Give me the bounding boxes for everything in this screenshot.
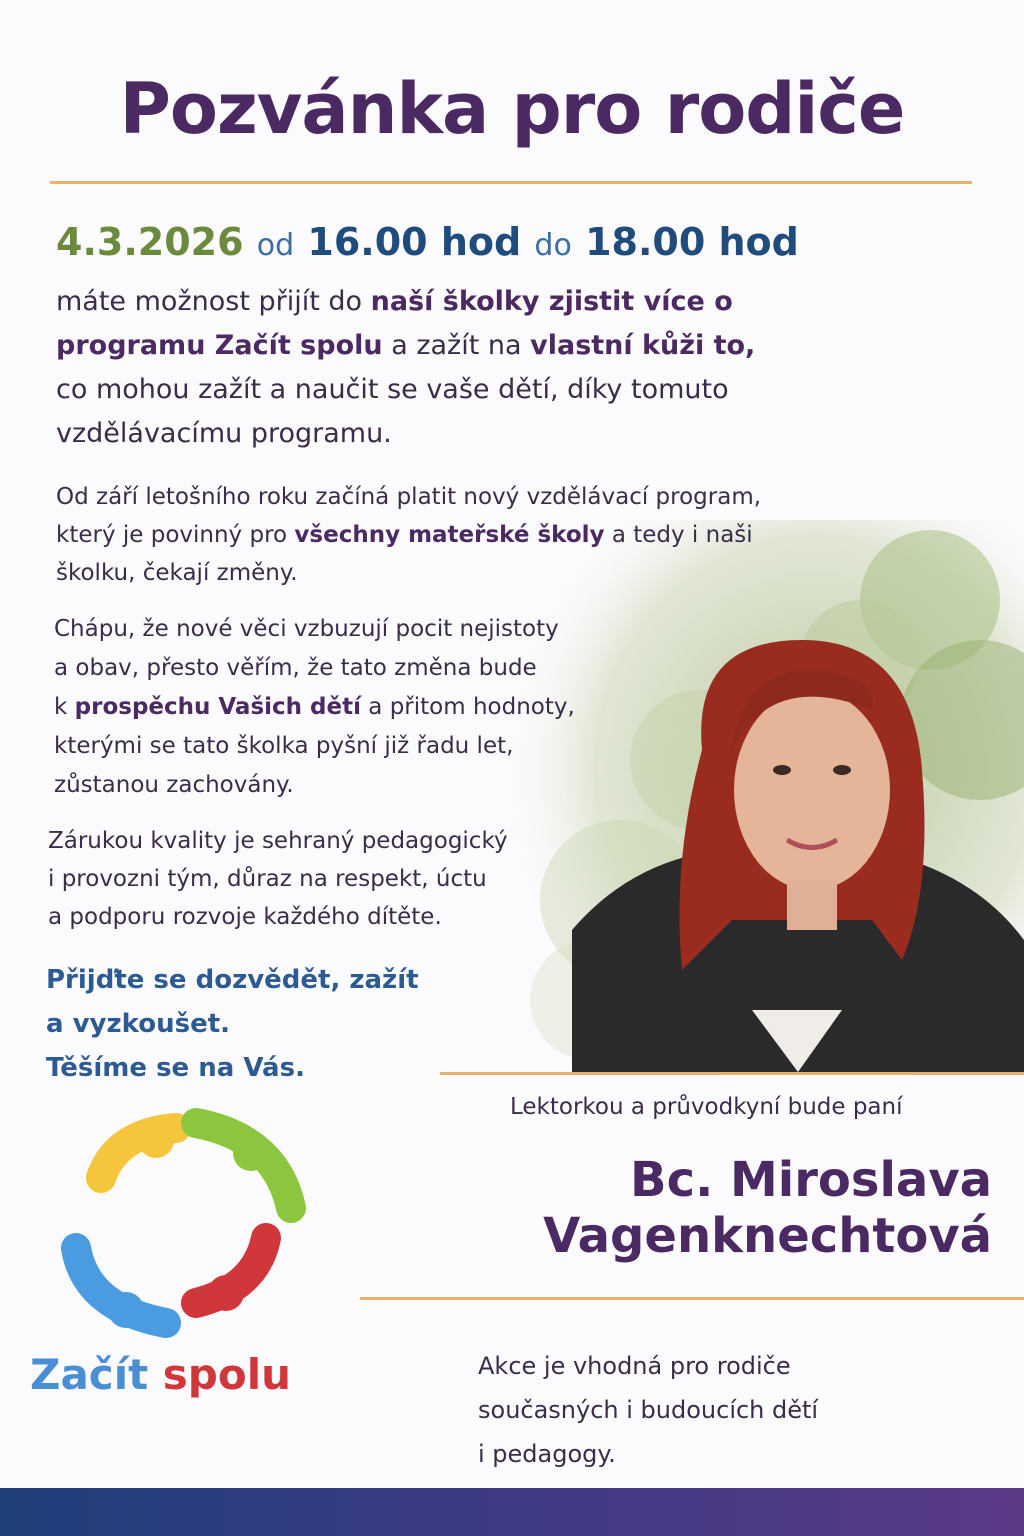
note-line: i pedagogy. — [478, 1440, 616, 1468]
intro-text: máte možnost přijít do — [56, 286, 371, 317]
paragraph-text: a podporu rozvoje každého dítěte. — [48, 904, 442, 930]
paragraph-program — [56, 478, 761, 592]
cta-line: a vyzkoušet. — [46, 1009, 231, 1039]
paragraph-highlight: prospěchu Vašich dětí — [74, 694, 361, 720]
intro-text: co mohou zažít a naučit se vaše dětí, díky tomuto — [56, 374, 729, 405]
paragraph-text: a přitom hodnoty, — [360, 694, 575, 720]
paragraph-quality — [48, 822, 508, 936]
note-line: Akce je vhodná pro rodiče — [478, 1352, 791, 1380]
paragraph-text: Od září letošního roku začíná platit nový vzdělávací program, — [56, 484, 762, 510]
cta-line: Těšíme se na Vás. — [46, 1053, 305, 1083]
lecturer-divider — [440, 1072, 1024, 1075]
to-word: do — [534, 228, 572, 263]
paragraph-text: zůstanou zachovány. — [54, 772, 294, 798]
note-divider — [360, 1297, 1024, 1300]
paragraph-text: kterými se tato školka pyšní již řadu let, — [54, 733, 514, 759]
call-to-action — [46, 958, 419, 1090]
paragraph-text: i provozni tým, důraz na respekt, úctu — [48, 866, 487, 892]
zacit-spolu-logo-icon — [56, 1098, 316, 1348]
intro-highlight: naší školky zjistit více o — [370, 286, 733, 317]
note-line: současných i budoucích dětí — [478, 1396, 819, 1424]
intro-text: a zažít na — [382, 330, 531, 361]
lecturer-intro: Lektorkou a průvodkyní bude paní — [510, 1094, 903, 1120]
paragraph-text: který je povinný pro — [56, 522, 295, 548]
paragraph-text: k — [54, 694, 75, 720]
paragraph-highlight: všechny mateřské školy — [294, 522, 605, 548]
title-divider — [50, 181, 972, 184]
lecturer-name-line: Bc. Miroslava — [630, 1152, 992, 1208]
page-title: Pozvánka pro rodiče — [119, 68, 905, 150]
paragraph-text: Chápu, že nové věci vzbuzují pocit nejistoty — [54, 616, 559, 642]
cta-line: Přijďte se dozvědět, zažít — [46, 965, 419, 995]
paragraph-text: Zárukou kvality je sehraný pedagogický — [48, 828, 508, 854]
intro-highlight: vlastní kůži to, — [530, 330, 756, 361]
paragraph-text: školku, čekají změny. — [56, 560, 298, 586]
logo-word-spolu: spolu — [162, 1350, 292, 1399]
event-datetime — [56, 220, 799, 264]
lecturer-name-line: Vagenknechtová — [543, 1208, 992, 1264]
event-start-time: 16.00 hod — [307, 220, 522, 264]
logo-word-zacit: Začít — [30, 1350, 149, 1399]
paragraph-text: a tedy i naši — [604, 522, 753, 548]
intro-text: vzdělávacímu programu. — [56, 418, 392, 449]
intro-highlight: programu Začít spolu — [56, 330, 383, 361]
logo-wordmark — [30, 1350, 291, 1399]
lecturer-name — [543, 1152, 992, 1264]
paragraph-change — [54, 610, 575, 805]
lecturer-portrait — [572, 600, 1024, 1072]
paragraph-text: a obav, přesto věřím, že tato změna bude — [54, 655, 537, 681]
event-end-time: 18.00 hod — [585, 220, 799, 264]
from-word: od — [256, 228, 295, 263]
intro-paragraph — [56, 280, 755, 456]
footer-bar — [0, 1488, 1024, 1536]
event-date: 4.3.2026 — [56, 220, 244, 264]
audience-note — [478, 1344, 818, 1476]
